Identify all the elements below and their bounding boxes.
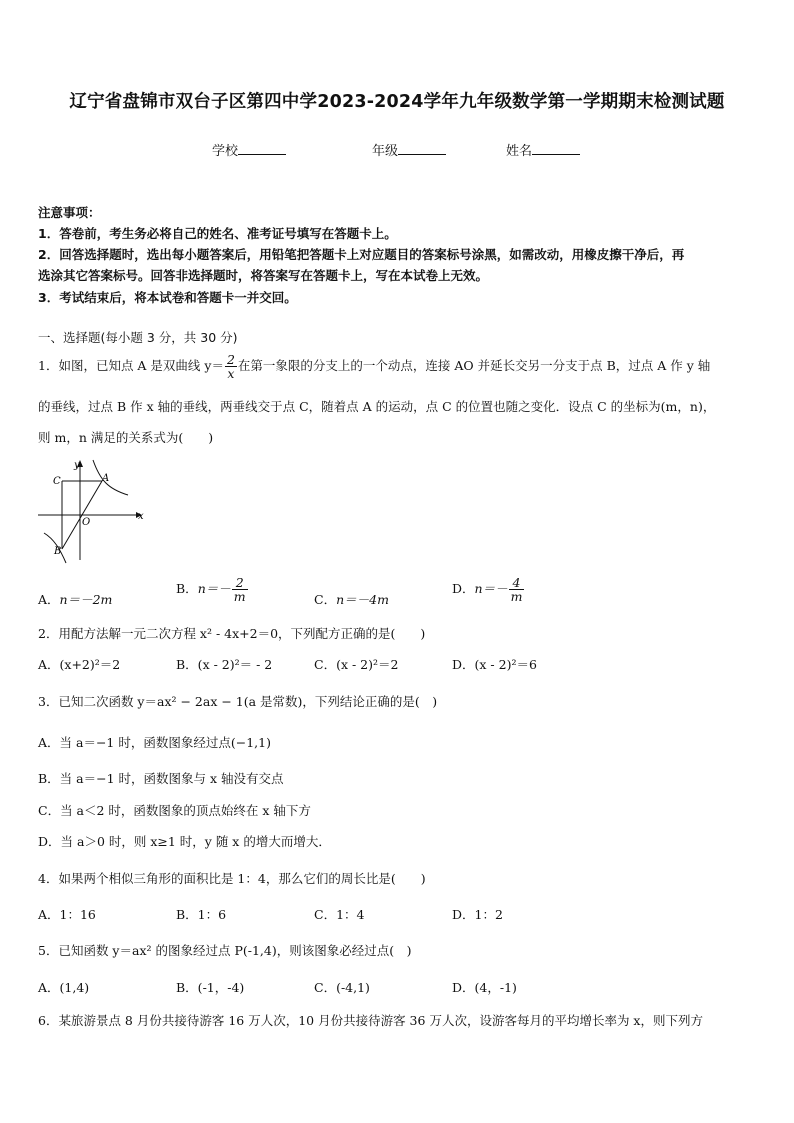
fraction-numerator: 2 [232,576,248,590]
q2-option-b[interactable]: B．(x - 2)²＝ - 2 [176,657,273,672]
name-label: 姓名 [506,144,533,159]
notice-item: 2．回答选择题时，选出每小题答案后，用铅笔把答题卡上对应题目的答案标号涂黑，如需改动，用橡皮擦干净后，再 [38,247,685,262]
fraction-numerator: 4 [509,576,525,590]
grade-label: 年级 [372,144,399,159]
q5-option-b[interactable]: B．(-1，-4) [176,980,245,995]
q3-option-a[interactable]: A．当 a＝−1 时，函数图象经过点(−1,1) [38,735,271,750]
point-B-label: B [54,546,62,557]
option-label: B． [176,581,198,597]
q3-option-b[interactable]: B．当 a＝−1 时，函数图象与 x 轴没有交点 [38,771,284,786]
name-blank[interactable] [532,140,580,155]
option-label: A． [38,592,60,607]
notice-item: 1．答卷前，考生务必将自己的姓名、准考证号填写在答题卡上。 [38,226,397,241]
fraction-denominator: x [227,366,235,382]
q1-option-d[interactable] [452,576,525,603]
q1-fraction [225,353,237,380]
exam-title: 辽宁省盘锦市双台子区第四中学2023-2024学年九年级数学第一学期期末检测试题 [69,92,725,112]
q2-option-d[interactable]: D．(x - 2)²＝6 [452,657,537,672]
q4-stem: 4．如果两个相似三角形的面积比是 1：4，那么它们的周长比是( ) [38,871,426,886]
x-axis-label: x [138,511,144,522]
q4-option-d[interactable]: D．1：2 [452,907,503,922]
q1-option-b[interactable] [176,576,249,603]
q3-option-d[interactable]: D．当 a＞0 时，则 x≥1 时，y 随 x 的增大而增大． [38,834,331,849]
fraction-numerator: 2 [226,352,235,367]
grade-field[interactable] [372,140,446,159]
q5-option-d[interactable]: D．(4，-1) [452,980,517,995]
q4-option-c[interactable]: C．1：4 [314,907,365,922]
hyperbola-branch-1 [93,460,128,495]
option-text: n＝－2m [59,592,113,607]
q4-option-a[interactable]: A．1：16 [38,907,96,922]
q3-option-c[interactable]: C．当 a＜2 时，函数图象的顶点始终在 x 轴下方 [38,803,311,818]
q1-figure [34,455,154,565]
option-fraction [509,576,525,603]
school-blank[interactable] [238,140,286,155]
option-text: n＝－4m [336,592,389,607]
q1-stem-line3: 则 m，n 满足的关系式为( ) [38,430,214,445]
notice-heading: 注意事项： [38,205,101,220]
q1-option-a[interactable] [38,590,112,608]
point-A-label: A [102,473,110,484]
option-fraction [232,576,248,603]
q1-option-c[interactable] [314,590,389,608]
notice-item: 选涂其它答案标号。回答非选择题时，将答案写在答题卡上，写在本试卷上无效。 [38,268,489,283]
origin-label: O [82,517,91,528]
option-text: n＝－ [197,581,231,597]
option-text: n＝－ [474,581,508,597]
q5-option-a[interactable]: A．(1,4) [38,980,90,995]
name-field[interactable] [506,140,580,159]
q5-option-c[interactable]: C．(-4,1) [314,980,370,995]
q6-stem: 6．某旅游景点 8 月份共接待游客 16 万人次，10 月份共接待游客 36 万人次，设游客每月的平均增长率为 x，则下列方 [38,1013,703,1028]
school-field[interactable] [212,140,286,159]
option-label: C． [314,592,337,607]
q2-option-c[interactable]: C．(x - 2)²＝2 [314,657,399,672]
point-C-label: C [53,476,61,487]
q5-stem: 5．已知函数 y＝ax² 的图象经过点 P(-1,4)，则该图象必经过点( ) [38,943,412,958]
q2-stem: 2．用配方法解一元二次方程 x² - 4x+2＝0，下列配方正确的是( ) [38,626,426,641]
notice-item: 3．考试结束后，将本试卷和答题卡一并交回。 [38,290,297,305]
q1-text: 在第一象限的分支上的一个动点，连接 AO 并延长交另一分支于点 B，过点 A 作 y 轴 [237,358,711,374]
school-label: 学校 [212,144,239,159]
y-axis-label: y [74,460,80,471]
fraction-denominator: m [233,589,246,605]
grade-blank[interactable] [398,140,446,155]
q2-option-a[interactable]: A．(x+2)²＝2 [38,657,121,672]
q4-option-b[interactable]: B．1：6 [176,907,227,922]
q1-text: 1．如图，已知点 A 是双曲线 y＝ [38,358,224,374]
q1-stem-line1 [38,353,710,380]
fraction-denominator: m [510,589,523,605]
q3-stem: 3．已知二次函数 y＝ax² − 2ax − 1(a 是常数)，下列结论正确的是( ) [38,694,438,709]
option-label: D． [452,581,475,597]
q1-stem-line2: 的垂线，过点 B 作 x 轴的垂线，两垂线交于点 C，随着点 A 的运动，点 C 的位置也随之变化．设点 C 的坐标为(m，n)， [38,399,716,414]
section-heading: 一、选择题(每小题 3 分，共 30 分) [38,330,238,345]
